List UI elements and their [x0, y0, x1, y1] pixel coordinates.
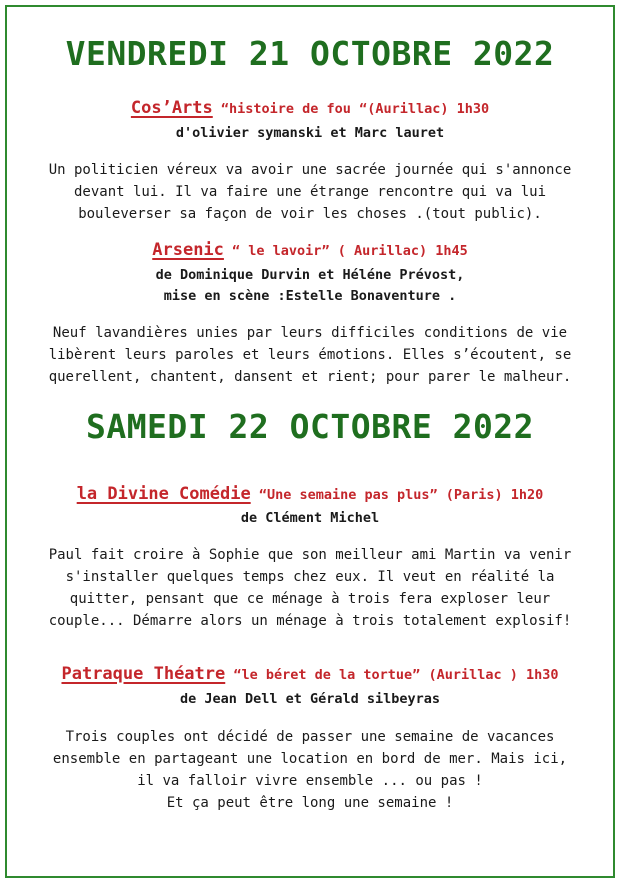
show-header — [0, 664, 620, 684]
show-info: “le béret de la tortue” (Aurillac ) 1h30 — [225, 667, 559, 683]
show-description — [12, 544, 608, 632]
description-line: ensemble en partageant une location en bord de mer. Mais ici, — [52, 751, 568, 767]
show-info: “histoire de fou “(Aurillac) 1h30 — [212, 101, 490, 117]
description-line: s'installer quelques temps chez eux. Il veut en réalité la — [65, 569, 555, 585]
show-title: Arsenic — [152, 240, 224, 260]
description-line: il va falloir vivre ensemble ... ou pas ! — [137, 773, 483, 789]
show-credits — [0, 508, 620, 529]
description-line: devant lui. Il va faire une étrange rencontre qui va lui — [73, 184, 546, 200]
description-line: Trois couples ont décidé de passer une semaine de vacances — [65, 729, 555, 745]
description-line: Neuf lavandières unies par leurs difficiles conditions de vie — [52, 325, 568, 341]
credit-line: d'olivier symanski et Marc lauret — [175, 125, 445, 141]
show-title: la Divine Comédie — [76, 484, 251, 504]
description-line: libèrent leurs paroles et leurs émotions. Elles s’écoutent, se — [48, 347, 572, 363]
description-line: Et ça peut être long une semaine ! — [166, 795, 454, 811]
show-description — [12, 322, 608, 388]
show-title: Cos’Arts — [130, 98, 213, 118]
description-line: Paul fait croire à Sophie que son meilleur ami Martin va venir — [48, 547, 572, 563]
description-line: bouleverser sa façon de voir les choses .(tout public). — [78, 206, 542, 222]
show-description — [12, 159, 608, 225]
show-header — [0, 240, 620, 260]
show-credits — [0, 689, 620, 710]
day-heading: SAMEDI 22 OCTOBRE 2022 — [85, 407, 535, 446]
show-header — [0, 98, 620, 118]
description-line: querellent, chantent, dansent et rient; pour parer le malheur. — [48, 369, 572, 385]
credit-line: de Clément Michel — [240, 510, 380, 526]
show-info: “Une semaine pas plus” (Paris) 1h20 — [250, 487, 544, 503]
show-header — [0, 484, 620, 504]
credit-line: mise en scène :Estelle Bonaventure . — [163, 288, 457, 304]
show-credits — [0, 265, 620, 307]
show-credits — [0, 123, 620, 144]
show-description — [12, 726, 608, 814]
description-line: couple... Démarre alors un ménage à trois totalement explosif! — [48, 613, 572, 629]
credit-line: de Jean Dell et Gérald silbeyras — [179, 691, 441, 707]
description-line: Un politicien véreux va avoir une sacrée journée qui s'annonce — [48, 162, 572, 178]
day-heading: VENDREDI 21 OCTOBRE 2022 — [65, 34, 555, 73]
show-title: Patraque Théatre — [61, 664, 226, 684]
credit-line: de Dominique Durvin et Héléne Prévost, — [155, 267, 465, 283]
show-info: “ le lavoir” ( Aurillac) 1h45 — [223, 243, 468, 259]
description-line: quitter, pensant que ce ménage à trois fera exploser leur — [69, 591, 551, 607]
